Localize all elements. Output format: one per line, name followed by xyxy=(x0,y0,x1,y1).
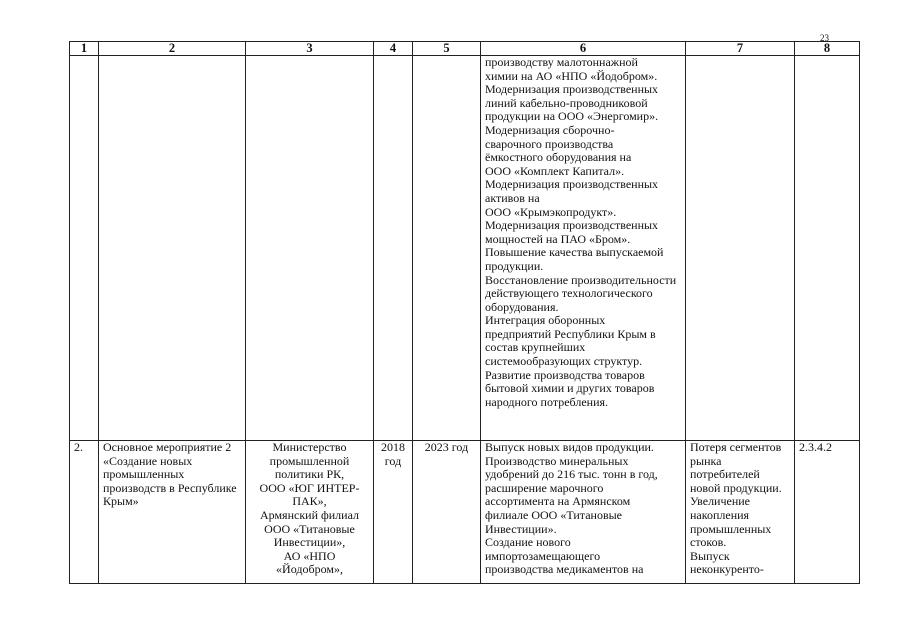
text-line: Модернизация производственных xyxy=(485,82,659,97)
row2-end-year: 2023 год xyxy=(413,441,481,584)
row2-number: 2. xyxy=(70,441,99,584)
text-line: Повышение качества выпускаемой xyxy=(485,245,664,260)
text-line: производств в Республике xyxy=(103,480,237,495)
text-line: Модернизация производственных xyxy=(485,218,659,233)
text-line: состав крупнейших xyxy=(485,340,586,355)
text-line: Крым» xyxy=(103,494,139,509)
text-line: продукции на ООО «Энергомир». xyxy=(485,109,659,124)
text-line: Инвестиции». xyxy=(485,521,557,536)
header-col-5: 5 xyxy=(413,42,481,56)
header-col-1: 1 xyxy=(70,42,99,56)
text-line: филиале ООО «Титановые xyxy=(485,507,622,522)
cont-cell-3 xyxy=(246,56,374,441)
text-line: накопления xyxy=(690,507,750,522)
text-line: промышленной xyxy=(269,453,350,468)
text-line: новой продукции. xyxy=(690,480,782,495)
cont-cell-8 xyxy=(795,56,860,441)
row2-indicator-link: 2.3.4.2 xyxy=(795,441,860,584)
row2-activity-name xyxy=(99,441,246,584)
text-line: Модернизация сборочно- xyxy=(485,122,615,137)
text-line: стоков. xyxy=(690,535,727,550)
text-line: ёмкостного оборудования на xyxy=(485,150,632,165)
text-line: Развитие производства товаров xyxy=(485,367,645,382)
page-number: 23 xyxy=(820,33,829,43)
cont-cell-4 xyxy=(374,56,413,441)
header-col-2: 2 xyxy=(99,42,246,56)
row2-responsible xyxy=(246,441,374,584)
text-line: Выпуск xyxy=(690,548,730,563)
cont-cell-1 xyxy=(70,56,99,441)
text-line: промышленных xyxy=(103,467,185,482)
text-line: Армянский филиал xyxy=(259,507,360,522)
text-line: Производство минеральных xyxy=(485,453,629,468)
table-row-2 xyxy=(70,441,860,584)
text-line: ассортимента на Армянском xyxy=(485,494,631,509)
text-line: ООО «Крымэкопродукт». xyxy=(485,204,617,219)
text-line: оборудования. xyxy=(485,299,559,314)
text-line: ООО «Комплект Капитал». xyxy=(485,163,625,178)
text-line: «Йодобром», xyxy=(276,562,343,577)
text-line: год xyxy=(384,453,402,468)
row2-consequences xyxy=(686,441,795,584)
text-line: промышленных xyxy=(690,521,772,536)
text-line: удобрений до 216 тыс. тонн в год, xyxy=(485,467,658,482)
text-line: предприятий Республики Крым в xyxy=(485,326,656,341)
text-line: производству малотоннажной xyxy=(485,55,638,69)
row2-start-year xyxy=(374,441,413,584)
text-line: потребителей xyxy=(690,467,760,482)
text-line: народного потребления. xyxy=(485,394,609,409)
text-line: системообразующих структур. xyxy=(485,354,643,369)
text-line: Увеличение xyxy=(690,494,751,509)
text-line: неконкуренто- xyxy=(690,562,764,577)
header-row xyxy=(70,42,860,56)
text-line: ООО «ЮГ ИНТЕР- xyxy=(259,480,360,495)
text-line: Министерство xyxy=(272,440,347,454)
text-line: ООО «Титановые xyxy=(264,521,355,536)
text-line: Инвестиции», xyxy=(273,535,346,550)
cont-cell-5 xyxy=(413,56,481,441)
text-line: активов на xyxy=(485,190,540,205)
text-line: производства медикаментов на xyxy=(485,562,644,577)
text-line: Модернизация производственных xyxy=(485,177,659,192)
text-line: Потеря сегментов xyxy=(690,440,782,454)
text-line: Интеграция оборонных xyxy=(485,313,606,328)
row2-expected-result xyxy=(481,441,686,584)
header-col-8: 8 xyxy=(795,42,860,56)
text-line: мощностей на ПАО «Бром». xyxy=(485,231,631,246)
text-line: политики РК, xyxy=(274,467,345,482)
continuation-row xyxy=(70,56,860,441)
cont-cell-2 xyxy=(99,56,246,441)
program-table xyxy=(69,41,860,584)
text-line: сварочного производства xyxy=(485,136,614,151)
text-line: Выпуск новых видов продукции. xyxy=(485,440,654,454)
header-col-3: 3 xyxy=(246,42,374,56)
text-line: импортозамещающего xyxy=(485,548,601,563)
header-col-4: 4 xyxy=(374,42,413,56)
text-line: Создание нового xyxy=(485,535,571,550)
cont-cell-6-description xyxy=(481,56,686,441)
text-line: Основное мероприятие 2 xyxy=(103,440,232,454)
text-line: «Создание новых xyxy=(103,453,193,468)
text-line: 2018 xyxy=(381,440,405,454)
text-line: химии на АО «НПО «Йодобром». xyxy=(485,68,658,83)
text-line: рынка xyxy=(690,453,722,468)
text-line: бытовой химии и других товаров xyxy=(485,381,655,396)
text-line: линий кабельно-проводниковой xyxy=(485,95,648,110)
text-line: действующего технологического xyxy=(485,286,653,301)
text-line: ПАК», xyxy=(292,494,327,509)
text-line: АО «НПО xyxy=(283,548,336,563)
header-col-7: 7 xyxy=(686,42,795,56)
header-col-6: 6 xyxy=(481,42,686,56)
text-line: расширение марочного xyxy=(485,480,604,495)
text-line: продукции. xyxy=(485,258,544,273)
text-line: Восстановление производительности xyxy=(485,272,677,287)
cont-cell-7 xyxy=(686,56,795,441)
